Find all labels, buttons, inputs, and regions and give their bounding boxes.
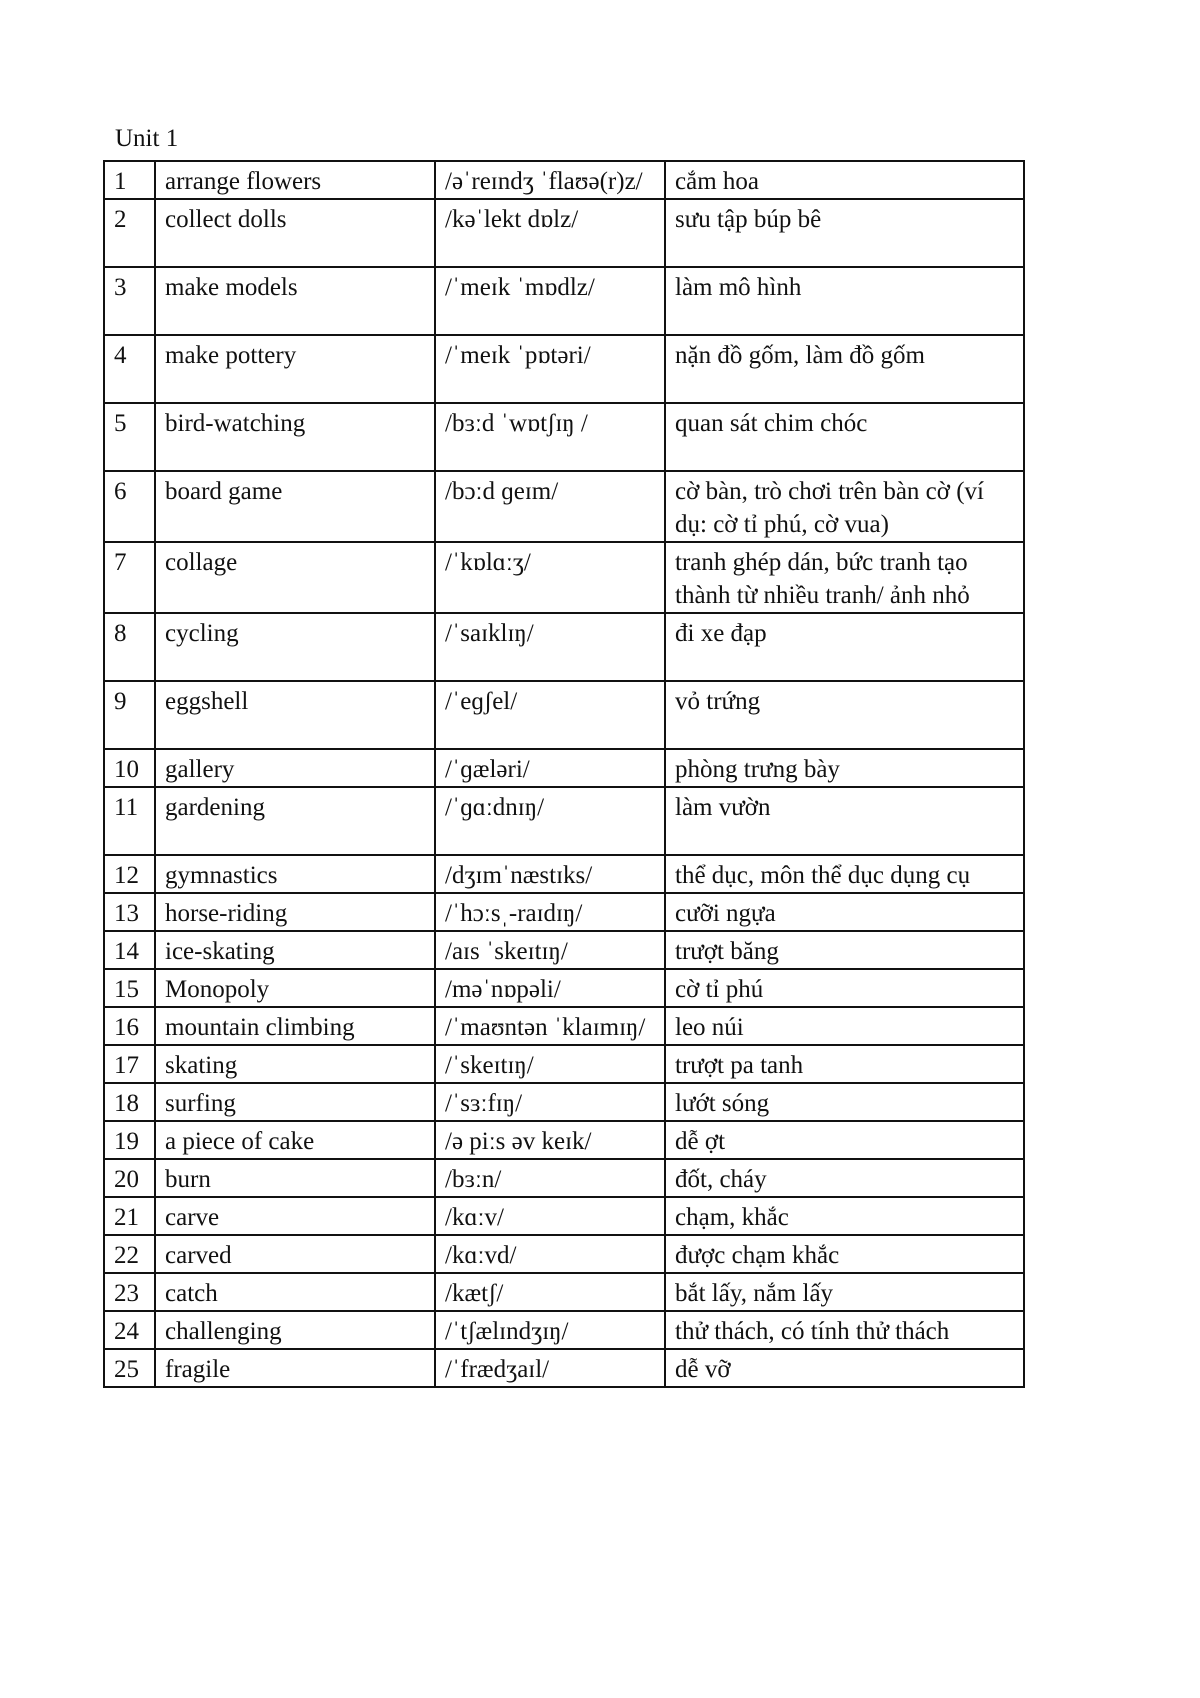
- vietnamese-meaning: tranh ghép dán, bức tranh tạo thành từ nhiều tranh/ ảnh nhỏ: [665, 542, 1024, 613]
- table-row: [104, 1007, 1024, 1045]
- vocabulary-table-body: [104, 161, 1024, 1387]
- row-number: 13: [104, 893, 155, 931]
- pronunciation: /ˈmaʊntən ˈklaɪmɪŋ/: [435, 1007, 665, 1045]
- pronunciation: /ˈmeɪk ˈmɒdlz/: [435, 267, 665, 335]
- vietnamese-meaning: phòng trưng bày: [665, 749, 1024, 787]
- page-title: Unit 1: [115, 125, 179, 152]
- vocabulary-word: board game: [155, 471, 435, 542]
- table-row: [104, 1273, 1024, 1311]
- vietnamese-meaning: cờ bàn, trò chơi trên bàn cờ (ví dụ: cờ tỉ phú, cờ vua): [665, 471, 1024, 542]
- table-row: [104, 855, 1024, 893]
- row-number: 6: [104, 471, 155, 542]
- vocabulary-word: mountain climbing: [155, 1007, 435, 1045]
- vietnamese-meaning: bắt lấy, nắm lấy: [665, 1273, 1024, 1311]
- vocabulary-table: [103, 160, 1025, 1388]
- row-number: 19: [104, 1121, 155, 1159]
- vocabulary-word: gallery: [155, 749, 435, 787]
- row-number: 9: [104, 681, 155, 749]
- table-row: [104, 1349, 1024, 1387]
- pronunciation: /ˈɡɑːdnɪŋ/: [435, 787, 665, 855]
- pronunciation: /ˈskeɪtɪŋ/: [435, 1045, 665, 1083]
- vocabulary-word: collect dolls: [155, 199, 435, 267]
- vietnamese-meaning: thử thách, có tính thử thách: [665, 1311, 1024, 1349]
- table-row: [104, 335, 1024, 403]
- table-row: [104, 471, 1024, 542]
- vietnamese-meaning: đốt, cháy: [665, 1159, 1024, 1197]
- row-number: 11: [104, 787, 155, 855]
- vietnamese-meaning: quan sát chim chóc: [665, 403, 1024, 471]
- vocabulary-word: burn: [155, 1159, 435, 1197]
- pronunciation: /kəˈlekt dɒlz/: [435, 199, 665, 267]
- vocabulary-word: collage: [155, 542, 435, 613]
- row-number: 18: [104, 1083, 155, 1121]
- row-number: 12: [104, 855, 155, 893]
- row-number: 17: [104, 1045, 155, 1083]
- vietnamese-meaning: cưỡi ngựa: [665, 893, 1024, 931]
- pronunciation: /ˈhɔːsˌ-raɪdɪŋ/: [435, 893, 665, 931]
- row-number: 4: [104, 335, 155, 403]
- vocabulary-word: arrange flowers: [155, 161, 435, 199]
- table-row: [104, 681, 1024, 749]
- pronunciation: /ˈkɒlɑːʒ/: [435, 542, 665, 613]
- row-number: 16: [104, 1007, 155, 1045]
- pronunciation: /ˈtʃælɪndʒɪŋ/: [435, 1311, 665, 1349]
- vietnamese-meaning: thể dục, môn thể dục dụng cụ: [665, 855, 1024, 893]
- row-number: 22: [104, 1235, 155, 1273]
- pronunciation: /ˈmeɪk ˈpɒtəri/: [435, 335, 665, 403]
- vocabulary-word: skating: [155, 1045, 435, 1083]
- vocabulary-word: challenging: [155, 1311, 435, 1349]
- vocabulary-word: gymnastics: [155, 855, 435, 893]
- vietnamese-meaning: chạm, khắc: [665, 1197, 1024, 1235]
- table-row: [104, 787, 1024, 855]
- vietnamese-meaning: dễ vỡ: [665, 1349, 1024, 1387]
- table-row: [104, 969, 1024, 1007]
- table-row: [104, 1159, 1024, 1197]
- table-row: [104, 1235, 1024, 1273]
- vocabulary-word: gardening: [155, 787, 435, 855]
- row-number: 1: [104, 161, 155, 199]
- table-row: [104, 1045, 1024, 1083]
- row-number: 2: [104, 199, 155, 267]
- row-number: 15: [104, 969, 155, 1007]
- row-number: 25: [104, 1349, 155, 1387]
- pronunciation: /əˈreɪndʒ ˈflaʊə(r)z/: [435, 161, 665, 199]
- vietnamese-meaning: được chạm khắc: [665, 1235, 1024, 1273]
- vietnamese-meaning: làm vườn: [665, 787, 1024, 855]
- pronunciation: /ˈfrædʒaɪl/: [435, 1349, 665, 1387]
- table-row: [104, 931, 1024, 969]
- vietnamese-meaning: dễ ợt: [665, 1121, 1024, 1159]
- vietnamese-meaning: vỏ trứng: [665, 681, 1024, 749]
- vietnamese-meaning: lướt sóng: [665, 1083, 1024, 1121]
- table-row: [104, 1311, 1024, 1349]
- vietnamese-meaning: leo núi: [665, 1007, 1024, 1045]
- vietnamese-meaning: trượt băng: [665, 931, 1024, 969]
- vocabulary-word: surfing: [155, 1083, 435, 1121]
- pronunciation: /bɜːd ˈwɒtʃɪŋ /: [435, 403, 665, 471]
- table-row: [104, 893, 1024, 931]
- table-row: [104, 542, 1024, 613]
- vocabulary-word: bird-watching: [155, 403, 435, 471]
- pronunciation: /ə piːs əv keɪk/: [435, 1121, 665, 1159]
- row-number: 21: [104, 1197, 155, 1235]
- table-row: [104, 1121, 1024, 1159]
- vietnamese-meaning: cờ tỉ phú: [665, 969, 1024, 1007]
- vietnamese-meaning: sưu tập búp bê: [665, 199, 1024, 267]
- table-row: [104, 1083, 1024, 1121]
- table-row: [104, 403, 1024, 471]
- pronunciation: /ˈsɜːfɪŋ/: [435, 1083, 665, 1121]
- table-row: [104, 161, 1024, 199]
- table-row: [104, 613, 1024, 681]
- vietnamese-meaning: trượt pa tanh: [665, 1045, 1024, 1083]
- pronunciation: /bɜːn/: [435, 1159, 665, 1197]
- vocabulary-word: horse-riding: [155, 893, 435, 931]
- table-row: [104, 1197, 1024, 1235]
- pronunciation: /dʒɪmˈnæstɪks/: [435, 855, 665, 893]
- vocabulary-word: make pottery: [155, 335, 435, 403]
- pronunciation: /aɪs ˈskeɪtɪŋ/: [435, 931, 665, 969]
- vocabulary-word: make models: [155, 267, 435, 335]
- pronunciation: /bɔːd ɡeɪm/: [435, 471, 665, 542]
- pronunciation: /ˈɡæləri/: [435, 749, 665, 787]
- vocabulary-word: fragile: [155, 1349, 435, 1387]
- pronunciation: /kætʃ/: [435, 1273, 665, 1311]
- vocabulary-word: eggshell: [155, 681, 435, 749]
- pronunciation: /məˈnɒpəli/: [435, 969, 665, 1007]
- vocabulary-word: ice-skating: [155, 931, 435, 969]
- pronunciation: /kɑːvd/: [435, 1235, 665, 1273]
- vocabulary-word: catch: [155, 1273, 435, 1311]
- row-number: 7: [104, 542, 155, 613]
- row-number: 23: [104, 1273, 155, 1311]
- vocabulary-word: cycling: [155, 613, 435, 681]
- vietnamese-meaning: cắm hoa: [665, 161, 1024, 199]
- vietnamese-meaning: nặn đồ gốm, làm đồ gốm: [665, 335, 1024, 403]
- pronunciation: /ˈsaɪklɪŋ/: [435, 613, 665, 681]
- table-row: [104, 267, 1024, 335]
- vocabulary-word: carve: [155, 1197, 435, 1235]
- pronunciation: /kɑːv/: [435, 1197, 665, 1235]
- row-number: 10: [104, 749, 155, 787]
- row-number: 14: [104, 931, 155, 969]
- row-number: 24: [104, 1311, 155, 1349]
- table-row: [104, 199, 1024, 267]
- vietnamese-meaning: làm mô hình: [665, 267, 1024, 335]
- vocabulary-word: a piece of cake: [155, 1121, 435, 1159]
- vocabulary-word: carved: [155, 1235, 435, 1273]
- vietnamese-meaning: đi xe đạp: [665, 613, 1024, 681]
- row-number: 5: [104, 403, 155, 471]
- row-number: 8: [104, 613, 155, 681]
- row-number: 3: [104, 267, 155, 335]
- vocabulary-word: Monopoly: [155, 969, 435, 1007]
- table-row: [104, 749, 1024, 787]
- pronunciation: /ˈeɡʃel/: [435, 681, 665, 749]
- row-number: 20: [104, 1159, 155, 1197]
